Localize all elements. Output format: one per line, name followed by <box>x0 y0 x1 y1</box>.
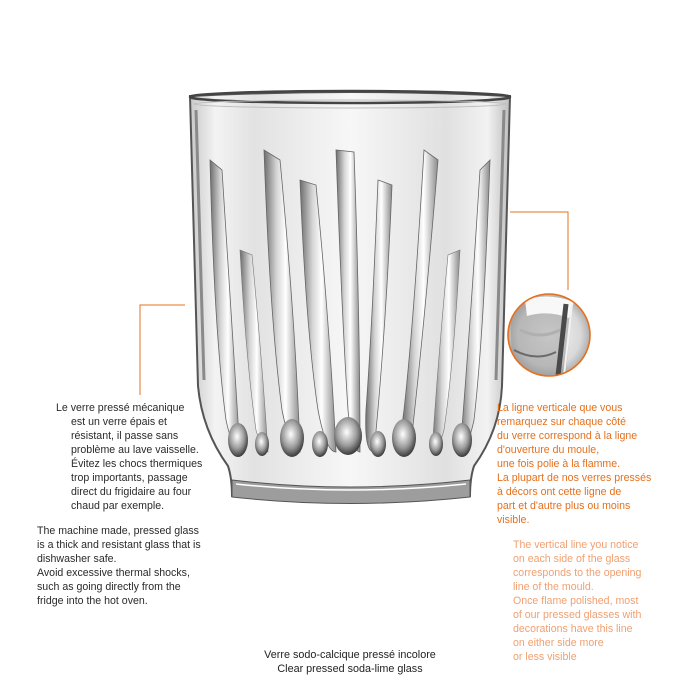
text-line: visible. <box>497 514 530 526</box>
text-line: The machine made, pressed glass <box>37 525 199 537</box>
caption <box>0 648 700 676</box>
text-line: such as going directly from the <box>37 581 181 593</box>
text-line: Le verre pressé mécanique <box>56 402 185 414</box>
text-line: du verre correspond à la ligne <box>497 430 638 442</box>
text-line: fridge into the hot oven. <box>37 595 148 607</box>
zoom-detail-circle <box>508 294 590 376</box>
text-line: or less visible <box>513 651 577 663</box>
text-line: une fois polie à la flamme. <box>497 458 621 470</box>
text-line: remarquez sur chaque côté <box>497 416 626 428</box>
left-french-text <box>56 401 236 513</box>
text-line: Once flame polished, most <box>513 595 639 607</box>
text-line: problème au lave vaisselle. <box>71 444 199 456</box>
right-callout-line <box>510 212 568 290</box>
caption-english: Clear pressed soda-lime glass <box>277 663 423 675</box>
text-line: Évitez les chocs thermiques <box>71 458 203 470</box>
text-line: à décors ont cette ligne de <box>497 486 622 498</box>
text-line: decorations have this line <box>513 623 633 635</box>
text-line: is a thick and resistant glass that is <box>37 539 201 551</box>
text-line: corresponds to the opening <box>513 567 642 579</box>
left-callout-line <box>140 305 185 395</box>
text-line: part et d'autre plus ou moins <box>497 500 631 512</box>
text-line: d'ouverture du moule, <box>497 444 600 456</box>
text-line: dishwasher safe. <box>37 553 117 565</box>
text-line: résistant, il passe sans <box>71 430 179 442</box>
right-french-text <box>497 401 697 527</box>
caption-french: Verre sodo-calcique pressé incolore <box>264 649 436 661</box>
text-line: La plupart de nos verres pressés <box>497 472 652 484</box>
text-line: Avoid excessive thermal shocks, <box>37 567 190 579</box>
left-english-text <box>37 524 232 608</box>
text-line: on each side of the glass <box>513 553 631 565</box>
right-english-text <box>513 538 693 664</box>
text-line: La ligne verticale que vous <box>497 402 623 414</box>
text-line: direct du frigidaire au four <box>71 486 192 498</box>
text-line: of our pressed glasses with <box>513 609 642 621</box>
text-line: est un verre épais et <box>71 416 167 428</box>
text-line: on either side more <box>513 637 604 649</box>
text-line: The vertical line you notice <box>513 539 639 551</box>
text-line: trop importants, passage <box>71 472 188 484</box>
text-line: chaud par exemple. <box>71 500 165 512</box>
text-line: line of the mould. <box>513 581 594 593</box>
